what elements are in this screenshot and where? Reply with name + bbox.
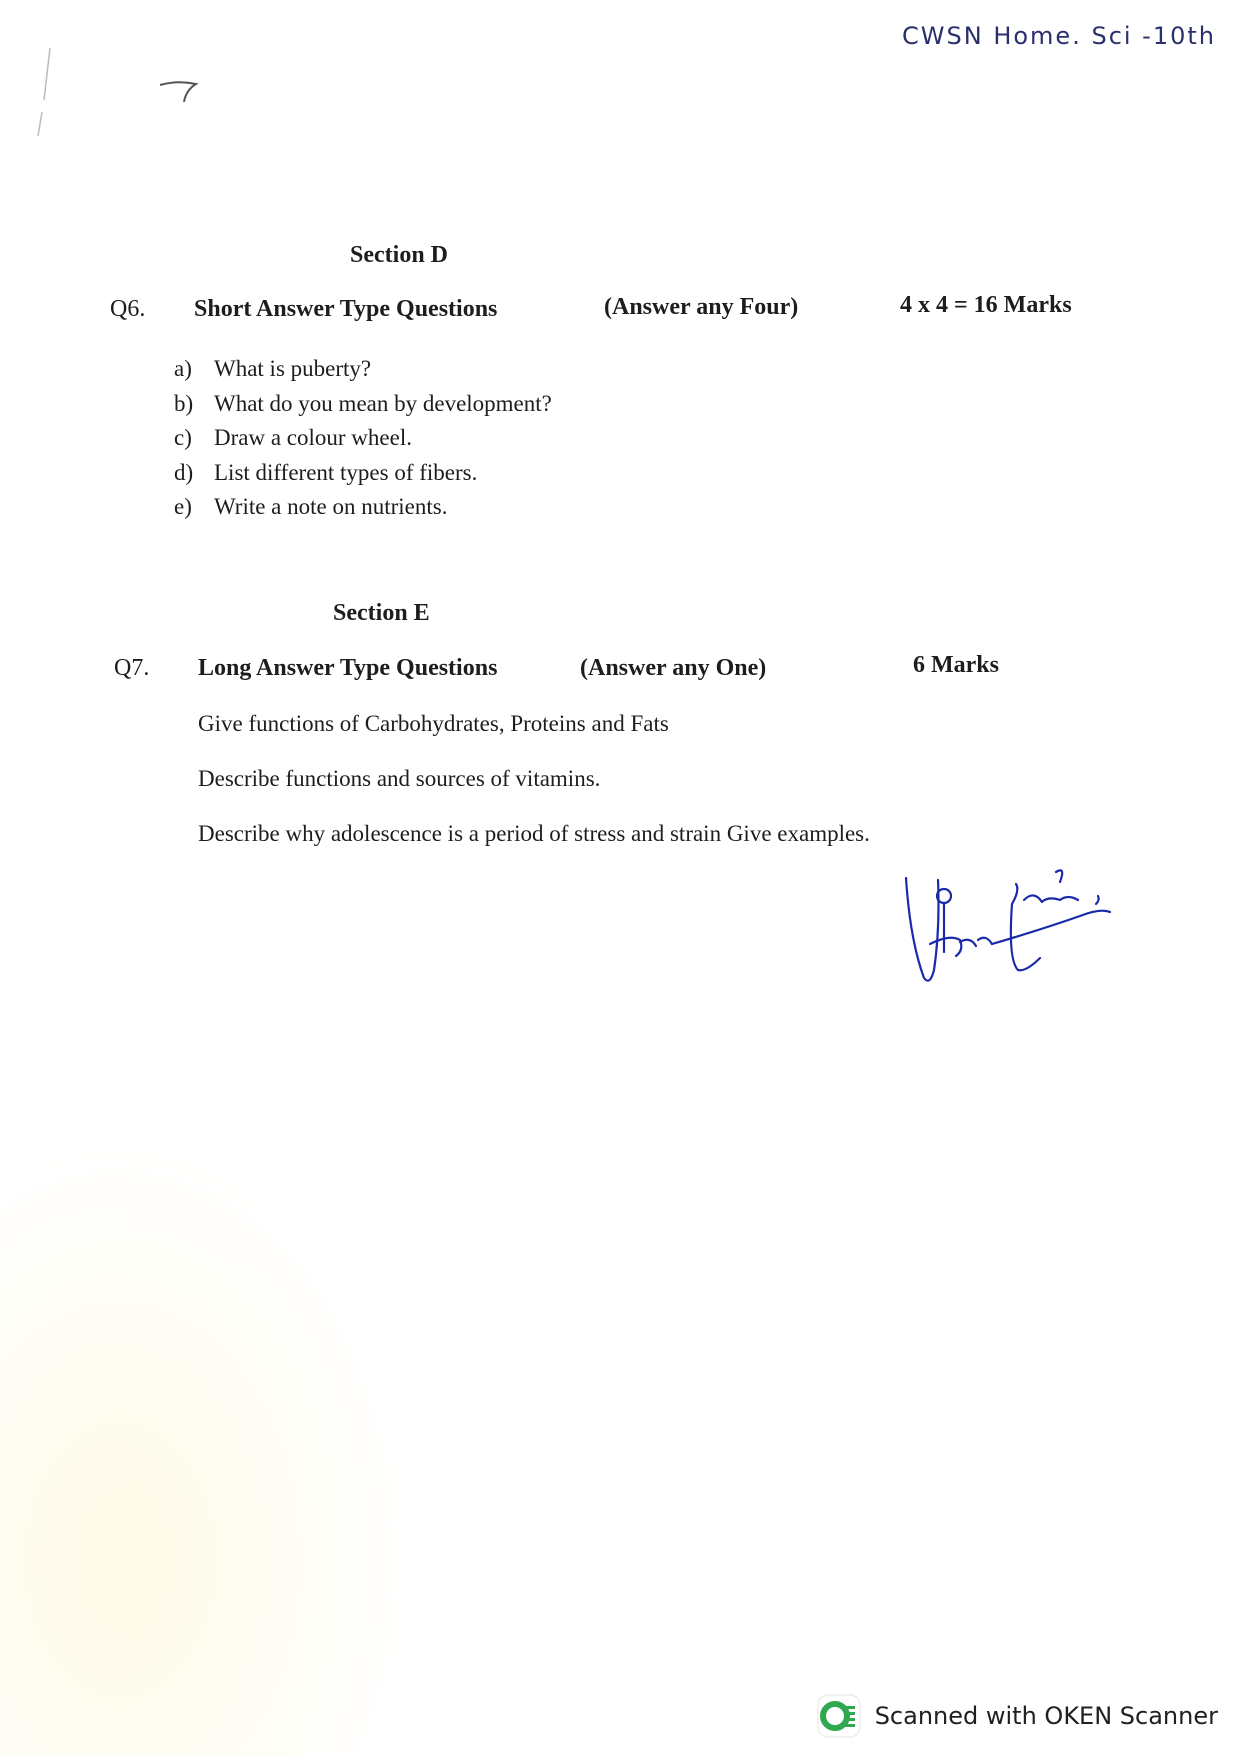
- scan-smudge: [20, 40, 220, 140]
- item-text: What do you mean by development?: [214, 390, 552, 416]
- q6-type: Short Answer Type Questions: [194, 296, 498, 322]
- section-e-title: Section E: [333, 600, 430, 626]
- item-letter: a): [174, 356, 192, 381]
- item-text: List different types of fibers.: [214, 459, 478, 485]
- item-text: Write a note on nutrients.: [214, 494, 448, 519]
- list-item: [174, 421, 552, 456]
- item-text: Draw a colour wheel.: [214, 425, 412, 450]
- signature: [900, 860, 1140, 990]
- item-letter: b): [174, 390, 194, 416]
- q6-number: Q6.: [110, 296, 146, 322]
- q6-marks: 4 x 4 = 16 Marks: [900, 292, 1072, 318]
- handwritten-header-note: CWSN Home. Sci -10th: [902, 22, 1216, 50]
- item-letter: c): [174, 425, 192, 450]
- q7-option-3: Describe why adolescence is a period of stress and strain Give examples.: [198, 821, 870, 846]
- section-d-title: Section D: [350, 242, 448, 268]
- q7-number: Q7.: [114, 655, 150, 681]
- list-item: [174, 352, 552, 387]
- q6-instruction: (Answer any Four): [604, 294, 799, 320]
- list-item: [174, 387, 552, 422]
- q6-sub-questions: [174, 352, 552, 525]
- list-item: [174, 490, 552, 525]
- oken-scanner-logo-icon: [817, 1694, 861, 1738]
- item-letter: d): [174, 459, 194, 485]
- item-text: What is puberty?: [214, 356, 372, 381]
- q7-marks: 6 Marks: [913, 652, 999, 678]
- scanner-watermark-text: Scanned with OKEN Scanner: [874, 1702, 1218, 1730]
- q7-option-1: Give functions of Carbohydrates, Proteins and Fats: [198, 711, 669, 736]
- list-item: [174, 456, 552, 491]
- q7-instruction: (Answer any One): [580, 655, 767, 681]
- scanner-watermark: [817, 1693, 1218, 1739]
- q7-option-2: Describe functions and sources of vitamins.: [198, 766, 601, 791]
- item-letter: e): [174, 494, 192, 519]
- q7-type: Long Answer Type Questions: [198, 655, 498, 681]
